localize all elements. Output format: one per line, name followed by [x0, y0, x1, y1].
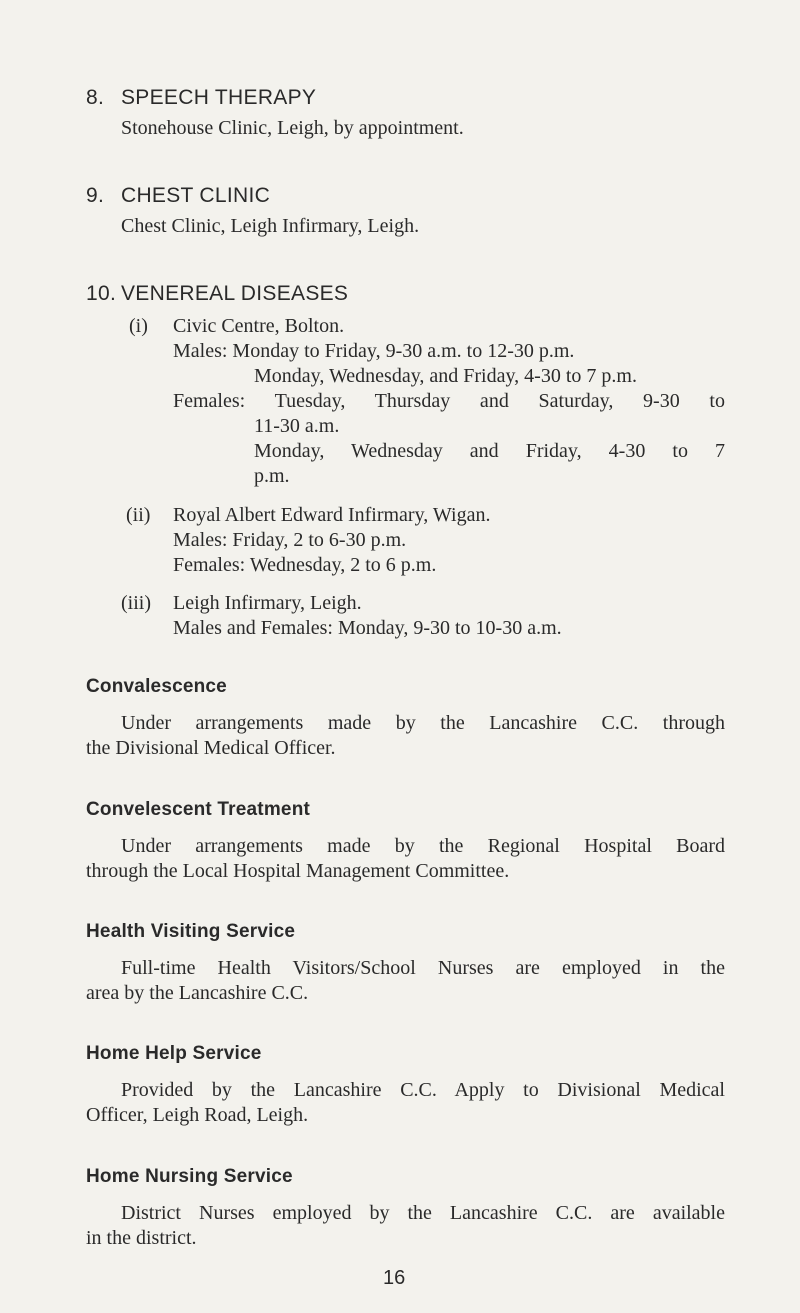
convalescent-treatment-text-line: Under arrangements made by the Regional Hospital Board	[121, 835, 725, 857]
section-number: 10.	[86, 282, 117, 305]
health-visiting-text-line: Full-time Health Visitors/School Nurses are employed in the	[121, 957, 725, 979]
home-nursing-text-line: District Nurses employed by the Lancashire C.C. are available	[121, 1202, 725, 1224]
section-number: 8.	[86, 86, 105, 109]
convalescence-text-line: the Divisional Medical Officer.	[86, 737, 336, 759]
home-nursing-text-line: in the district.	[86, 1227, 197, 1249]
item-place: Civic Centre, Bolton.	[173, 315, 345, 337]
item-line: Males: Friday, 2 to 6-30 p.m.	[173, 529, 407, 551]
item-line: Males: Monday to Friday, 9-30 a.m. to 12-30 p.m.	[173, 340, 575, 362]
convalescence-heading: Convalescence	[86, 676, 227, 697]
health-visiting-heading: Health Visiting Service	[86, 921, 296, 942]
item-line: Monday, Wednesday and Friday, 4-30 to 7	[254, 440, 725, 462]
item-place: Royal Albert Edward Infirmary, Wigan.	[173, 504, 491, 526]
section-number: 9.	[86, 184, 105, 207]
chest-clinic-text: Chest Clinic, Leigh Infirmary, Leigh.	[121, 215, 420, 237]
item-line: 11-30 a.m.	[254, 415, 340, 437]
section-title: CHEST CLINIC	[121, 184, 271, 207]
convalescence-text-line: Under arrangements made by the Lancashire C.C. through	[121, 712, 725, 734]
convalescent-treatment-heading: Convelescent Treatment	[86, 799, 311, 820]
item-label: (i)	[129, 315, 148, 337]
speech-therapy-text: Stonehouse Clinic, Leigh, by appointment.	[121, 117, 464, 139]
home-nursing-heading: Home Nursing Service	[86, 1166, 293, 1187]
item-line: Monday, Wednesday, and Friday, 4-30 to 7 p.m.	[254, 365, 637, 387]
home-help-text-line: Officer, Leigh Road, Leigh.	[86, 1104, 309, 1126]
convalescent-treatment-text-line: through the Local Hospital Management Committee.	[86, 860, 510, 882]
section-title: SPEECH THERAPY	[121, 86, 317, 109]
item-line: Females: Wednesday, 2 to 6 p.m.	[173, 554, 437, 576]
health-visiting-text-line: area by the Lancashire C.C.	[86, 982, 309, 1004]
home-help-heading: Home Help Service	[86, 1043, 262, 1064]
item-line: Females: Tuesday, Thursday and Saturday, 9-30 to	[173, 390, 725, 412]
page-number: 16	[383, 1267, 406, 1289]
item-label: (ii)	[126, 504, 151, 526]
item-line: p.m.	[254, 465, 290, 487]
item-place: Leigh Infirmary, Leigh.	[173, 592, 362, 614]
item-line: Males and Females: Monday, 9-30 to 10-30 a.m.	[173, 617, 562, 639]
section-title: VENEREAL DISEASES	[121, 282, 349, 305]
home-help-text-line: Provided by the Lancashire C.C. Apply to Divisional Medical	[121, 1079, 725, 1101]
item-label: (iii)	[121, 592, 151, 614]
